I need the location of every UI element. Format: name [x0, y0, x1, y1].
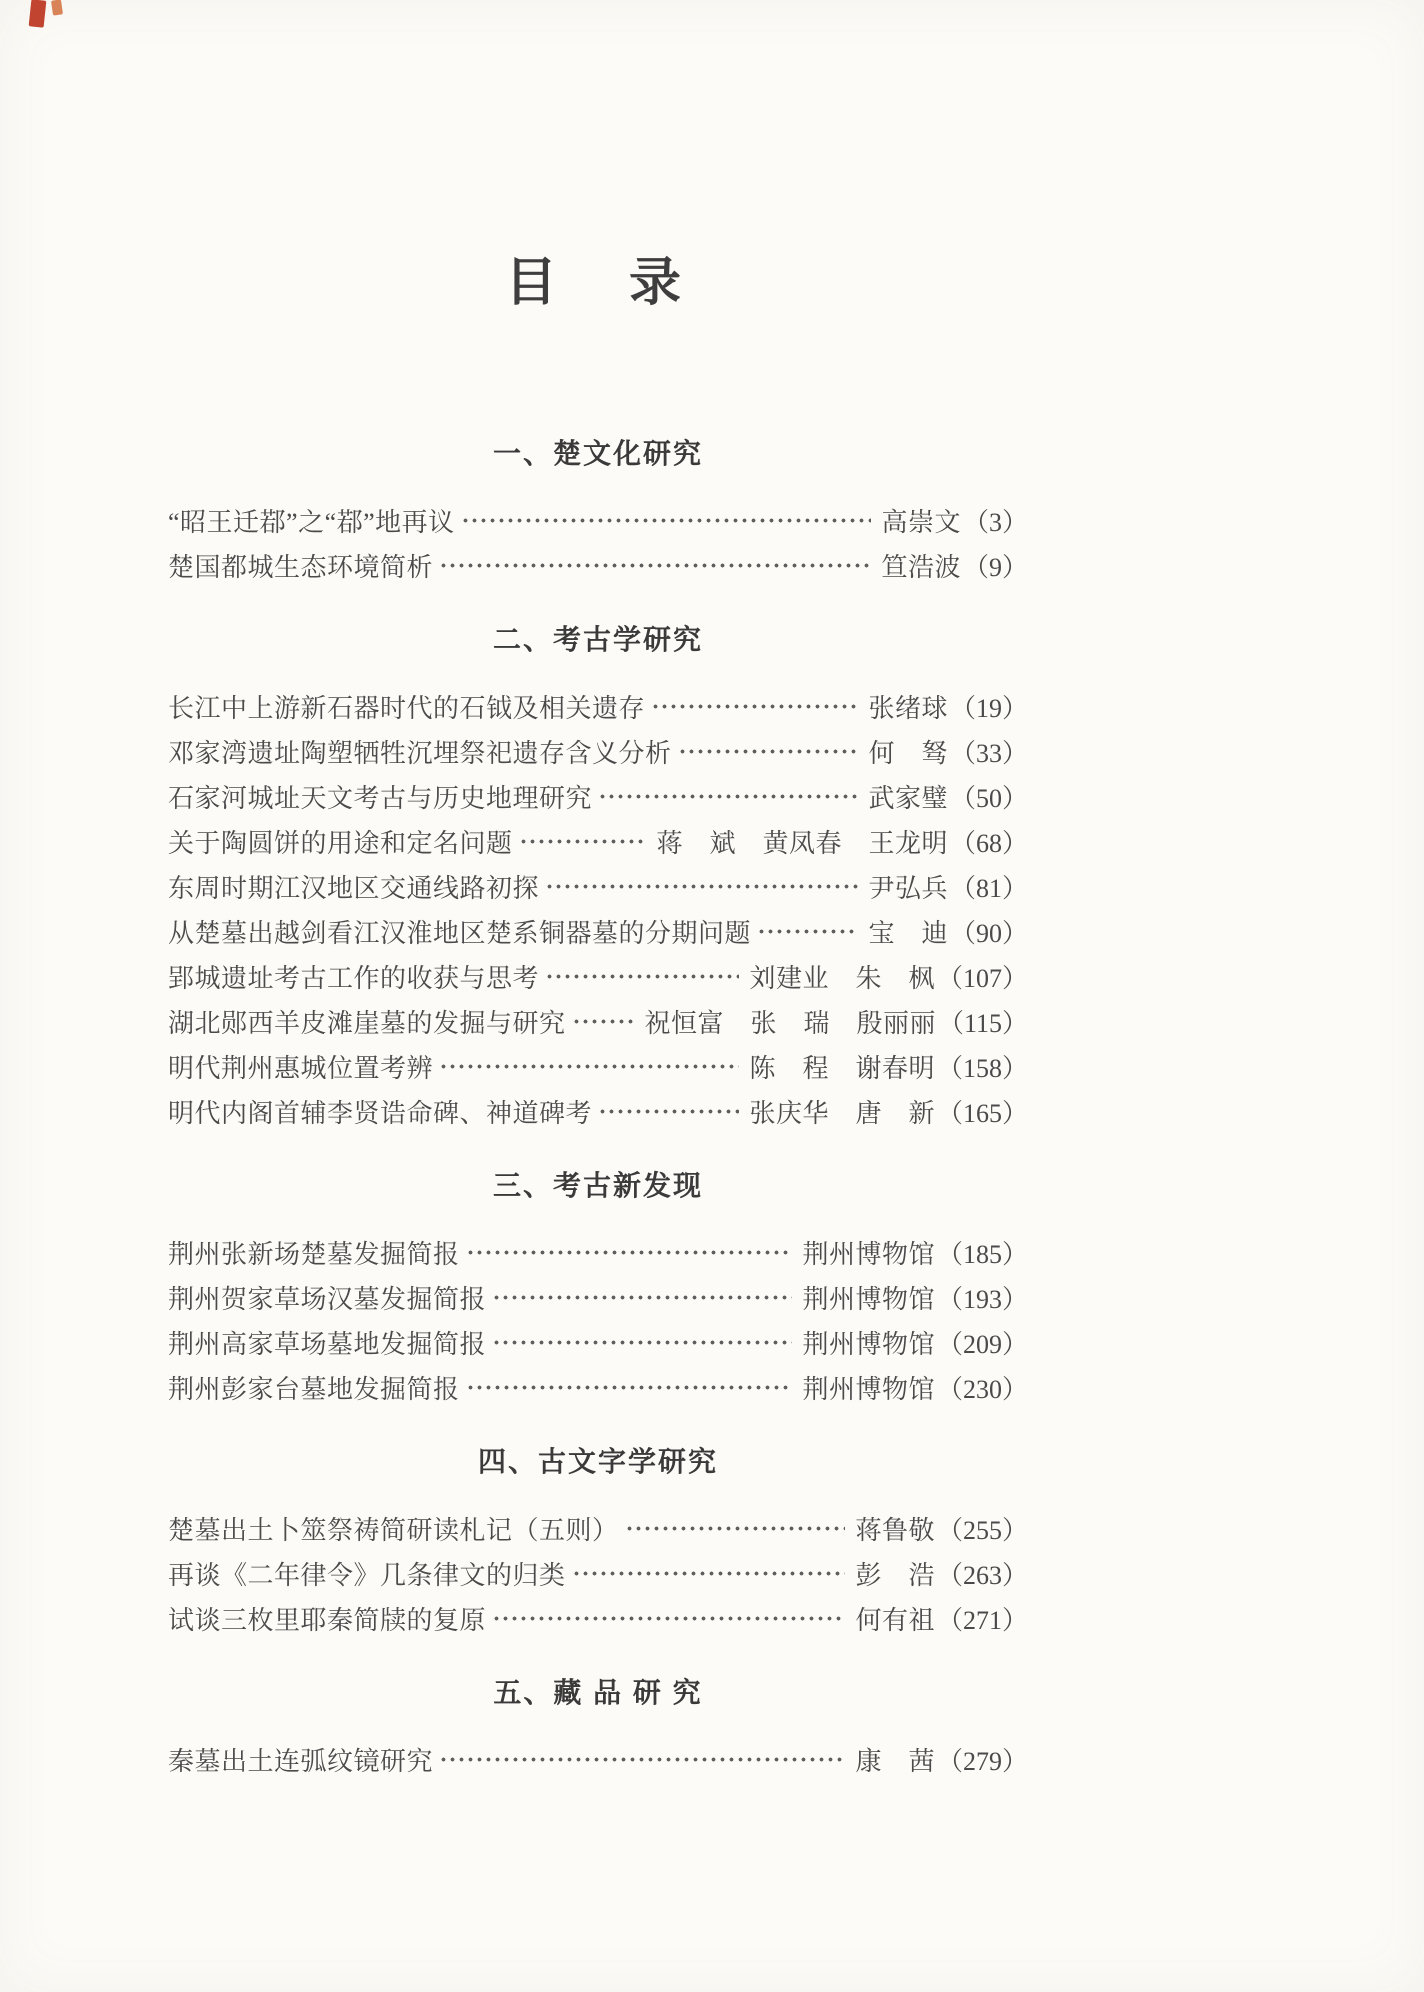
entry-authors: 刘建业 朱 枫	[749, 964, 935, 993]
entry-authors: 笪浩波	[881, 553, 961, 582]
dotted-leader	[598, 1089, 739, 1134]
entry-authors: 何 驽	[868, 739, 948, 768]
entry-title: 荆州彭家台墓地发掘简报	[168, 1375, 460, 1404]
scan-artifact	[29, 0, 47, 28]
entry-authors: 祝恒富 张 瑞 殷丽丽	[644, 1009, 936, 1038]
toc-entry-row	[168, 729, 1028, 774]
entry-page-number: （185）	[936, 1240, 1028, 1269]
dotted-leader	[492, 1320, 792, 1365]
toc-section	[168, 623, 1028, 1134]
section-entries	[168, 498, 1028, 588]
toc-section	[168, 437, 1028, 588]
toc-entry-row	[168, 774, 1028, 819]
entry-authors: 荆州博物馆	[802, 1240, 935, 1269]
entry-page-number: （107）	[936, 964, 1028, 993]
entry-title: 明代内阁首辅李贤诰命碑、神道碑考	[168, 1099, 593, 1128]
entry-authors: 尹弘兵	[868, 874, 948, 903]
toc-entry-row	[168, 864, 1028, 909]
entry-title: 再谈《二年律令》几条律文的归类	[168, 1561, 566, 1590]
dotted-leader	[572, 1551, 846, 1596]
section-heading: 一、楚文化研究	[492, 438, 703, 469]
dotted-leader	[519, 819, 647, 864]
entry-title: 楚墓出土卜筮祭祷简研读札记（五则）	[168, 1516, 619, 1545]
dotted-leader	[466, 1365, 793, 1410]
dotted-leader	[757, 909, 858, 954]
entry-authors: 蒋鲁敬	[855, 1516, 935, 1545]
toc-section	[168, 1169, 1028, 1410]
section-entries	[168, 684, 1028, 1134]
toc-sections	[168, 437, 1028, 1782]
toc-entry-row	[168, 1089, 1028, 1134]
entry-page-number: （33）	[949, 739, 1028, 768]
entry-authors: 宝 迪	[868, 919, 948, 948]
dotted-leader	[461, 498, 872, 543]
dotted-leader	[678, 729, 859, 774]
entry-page-number: （263）	[936, 1561, 1028, 1590]
dotted-leader	[439, 1737, 845, 1782]
entry-title: 荆州贺家草场汉墓发掘简报	[168, 1285, 487, 1314]
dotted-leader	[439, 543, 871, 588]
section-entries	[168, 1506, 1028, 1641]
entry-page-number: （3）	[962, 508, 1028, 537]
entry-authors: 荆州博物馆	[802, 1285, 935, 1314]
entry-authors: 陈 程 谢春明	[749, 1054, 935, 1083]
toc-entry-row	[168, 1320, 1028, 1365]
dotted-leader	[545, 954, 739, 999]
section-heading: 四、古文字学研究	[477, 1446, 718, 1477]
toc-entry-row	[168, 1044, 1028, 1089]
toc-entry-row	[168, 999, 1028, 1044]
entry-title: 长江中上游新石器时代的石钺及相关遗存	[168, 694, 646, 723]
entry-title: 邓家湾遗址陶塑牺牲沉埋祭祀遗存含义分析	[168, 739, 672, 768]
dotted-leader	[545, 864, 858, 909]
toc-entry-row	[168, 1737, 1028, 1782]
dotted-leader	[466, 1230, 793, 1275]
entry-authors: 荆州博物馆	[802, 1330, 935, 1359]
table-of-contents	[168, 0, 1028, 1782]
section-entries	[168, 1737, 1028, 1782]
page-title: 目 录	[504, 255, 691, 312]
dotted-leader	[598, 774, 858, 819]
dotted-leader	[572, 999, 635, 1044]
entry-page-number: （165）	[936, 1099, 1028, 1128]
toc-entry-row	[168, 954, 1028, 999]
entry-page-number: （19）	[949, 694, 1028, 723]
section-entries	[168, 1230, 1028, 1410]
section-heading: 五、藏 品 研 究	[493, 1677, 703, 1708]
entry-authors: 康 茜	[855, 1747, 935, 1776]
dotted-leader	[492, 1275, 792, 1320]
entry-authors: 彭 浩	[855, 1561, 935, 1590]
toc-entry-row	[168, 684, 1028, 729]
toc-entry-row	[168, 498, 1028, 543]
toc-entry-row	[168, 1506, 1028, 1551]
entry-title: 东周时期江汉地区交通线路初探	[168, 874, 540, 903]
entry-title: 石家河城址天文考古与历史地理研究	[168, 784, 593, 813]
scan-artifact	[51, 0, 63, 16]
entry-title: 郢城遗址考古工作的收获与思考	[168, 964, 540, 993]
entry-title: 从楚墓出越剑看江汉淮地区楚系铜器墓的分期问题	[168, 919, 752, 948]
entry-authors: 张庆华 唐 新	[749, 1099, 935, 1128]
entry-title: 试谈三枚里耶秦简牍的复原	[168, 1606, 487, 1635]
toc-entry-row	[168, 1365, 1028, 1410]
toc-entry-row	[168, 1596, 1028, 1641]
entry-page-number: （9）	[962, 553, 1028, 582]
toc-entry-row	[168, 1551, 1028, 1596]
entry-title: 湖北郧西羊皮滩崖墓的发掘与研究	[168, 1009, 566, 1038]
toc-section	[168, 1445, 1028, 1641]
dotted-leader	[492, 1596, 845, 1641]
entry-authors: 蒋 斌 黄凤春 王龙明	[656, 829, 948, 858]
entry-page-number: （271）	[936, 1606, 1028, 1635]
toc-entry-row	[168, 909, 1028, 954]
entry-title: 荆州高家草场墓地发掘简报	[168, 1330, 487, 1359]
entry-page-number: （68）	[949, 829, 1028, 858]
entry-title: 楚国都城生态环境简析	[168, 553, 434, 582]
section-heading: 三、考古新发现	[492, 1170, 703, 1201]
entry-authors: 高崇文	[881, 508, 961, 537]
dotted-leader	[439, 1044, 739, 1089]
toc-entry-row	[168, 1275, 1028, 1320]
entry-page-number: （50）	[949, 784, 1028, 813]
dotted-leader	[625, 1506, 846, 1551]
toc-entry-row	[168, 1230, 1028, 1275]
entry-authors: 何有祖	[855, 1606, 935, 1635]
entry-title: “昭王迁鄀”之“鄀”地再议	[168, 508, 455, 537]
entry-page-number: （209）	[936, 1330, 1028, 1359]
entry-page-number: （115）	[937, 1009, 1028, 1038]
entry-title: 荆州张新场楚墓发掘简报	[168, 1240, 460, 1269]
entry-title: 明代荆州惠城位置考辨	[168, 1054, 434, 1083]
entry-page-number: （230）	[936, 1375, 1028, 1404]
dotted-leader	[651, 684, 858, 729]
toc-section	[168, 1676, 1028, 1782]
entry-authors: 武家璧	[868, 784, 948, 813]
toc-entry-row	[168, 543, 1028, 588]
entry-page-number: （193）	[936, 1285, 1028, 1314]
entry-title: 关于陶圆饼的用途和定名问题	[168, 829, 513, 858]
entry-page-number: （81）	[949, 874, 1028, 903]
entry-page-number: （90）	[949, 919, 1028, 948]
entry-page-number: （279）	[936, 1747, 1028, 1776]
entry-page-number: （255）	[936, 1516, 1028, 1545]
section-heading: 二、考古学研究	[492, 624, 703, 655]
entry-title: 秦墓出土连弧纹镜研究	[168, 1747, 434, 1776]
toc-entry-row	[168, 819, 1028, 864]
entry-authors: 荆州博物馆	[802, 1375, 935, 1404]
entry-page-number: （158）	[936, 1054, 1028, 1083]
entry-authors: 张绪球	[868, 694, 948, 723]
